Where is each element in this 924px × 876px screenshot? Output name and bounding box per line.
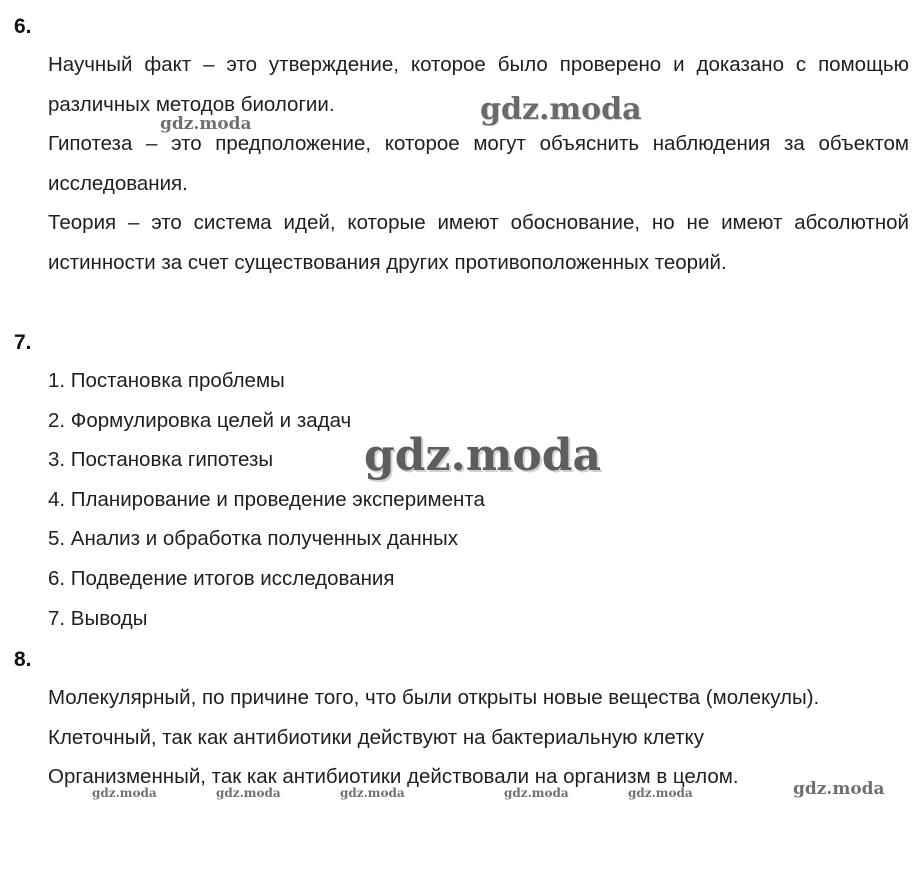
section-6-text	[48, 45, 909, 283]
paragraph-cellular: Клеточный, так как антибиотики действуют на бактериальную клетку	[48, 725, 704, 749]
list-item: 7. Выводы	[48, 606, 148, 630]
section-8-text	[48, 678, 909, 797]
section-number-8: 8.	[14, 648, 32, 671]
list-item: 5. Анализ и обработка полученных данных	[48, 527, 459, 551]
section-number-6: 6.	[14, 15, 32, 38]
list-item: 6. Подведение итогов исследования	[48, 566, 395, 590]
list-item: 4. Планирование и проведение эксперимента	[48, 487, 485, 511]
paragraph-hypothesis: Гипотеза – это предположение, которое могут объяснить наблюдения за объектом исследования.	[48, 132, 909, 195]
watermark-logo: gdz.moda	[340, 786, 405, 800]
section-7-list	[48, 361, 909, 638]
watermark-logo: gdz.moda	[793, 779, 885, 799]
watermark-logo: gdz.moda	[504, 786, 569, 800]
list-item: 1. Постановка проблемы	[48, 369, 285, 392]
paragraph-organism: Организменный, так как антибиотики действовали на организм в целом.	[48, 765, 739, 789]
paragraph-molecular: Молекулярный, по причине того, что были открыты новые вещества (молекулы).	[48, 686, 820, 709]
watermark-logo: gdz.moda	[628, 786, 693, 800]
watermark-logo: gdz.moda	[216, 786, 281, 800]
paragraph-theory: Теория – это система идей, которые имеют обоснование, но не имеют абсолютной истинности за счет существования других противоположенных теорий.	[48, 211, 909, 274]
list-item: 3. Постановка гипотезы	[48, 448, 274, 472]
watermark-logo: gdz.moda	[364, 430, 602, 481]
watermark-logo: gdz.moda	[480, 92, 642, 127]
paragraph-scientific-fact: Научный факт – это утверждение, которое было проверено и доказано с помощью различных методов биологии.	[48, 53, 909, 116]
list-item: 2. Формулировка целей и задач	[48, 408, 352, 432]
watermark-logo: gdz.moda	[160, 114, 252, 134]
watermark-logo: gdz.moda	[92, 786, 157, 800]
section-number-7: 7.	[14, 331, 32, 354]
